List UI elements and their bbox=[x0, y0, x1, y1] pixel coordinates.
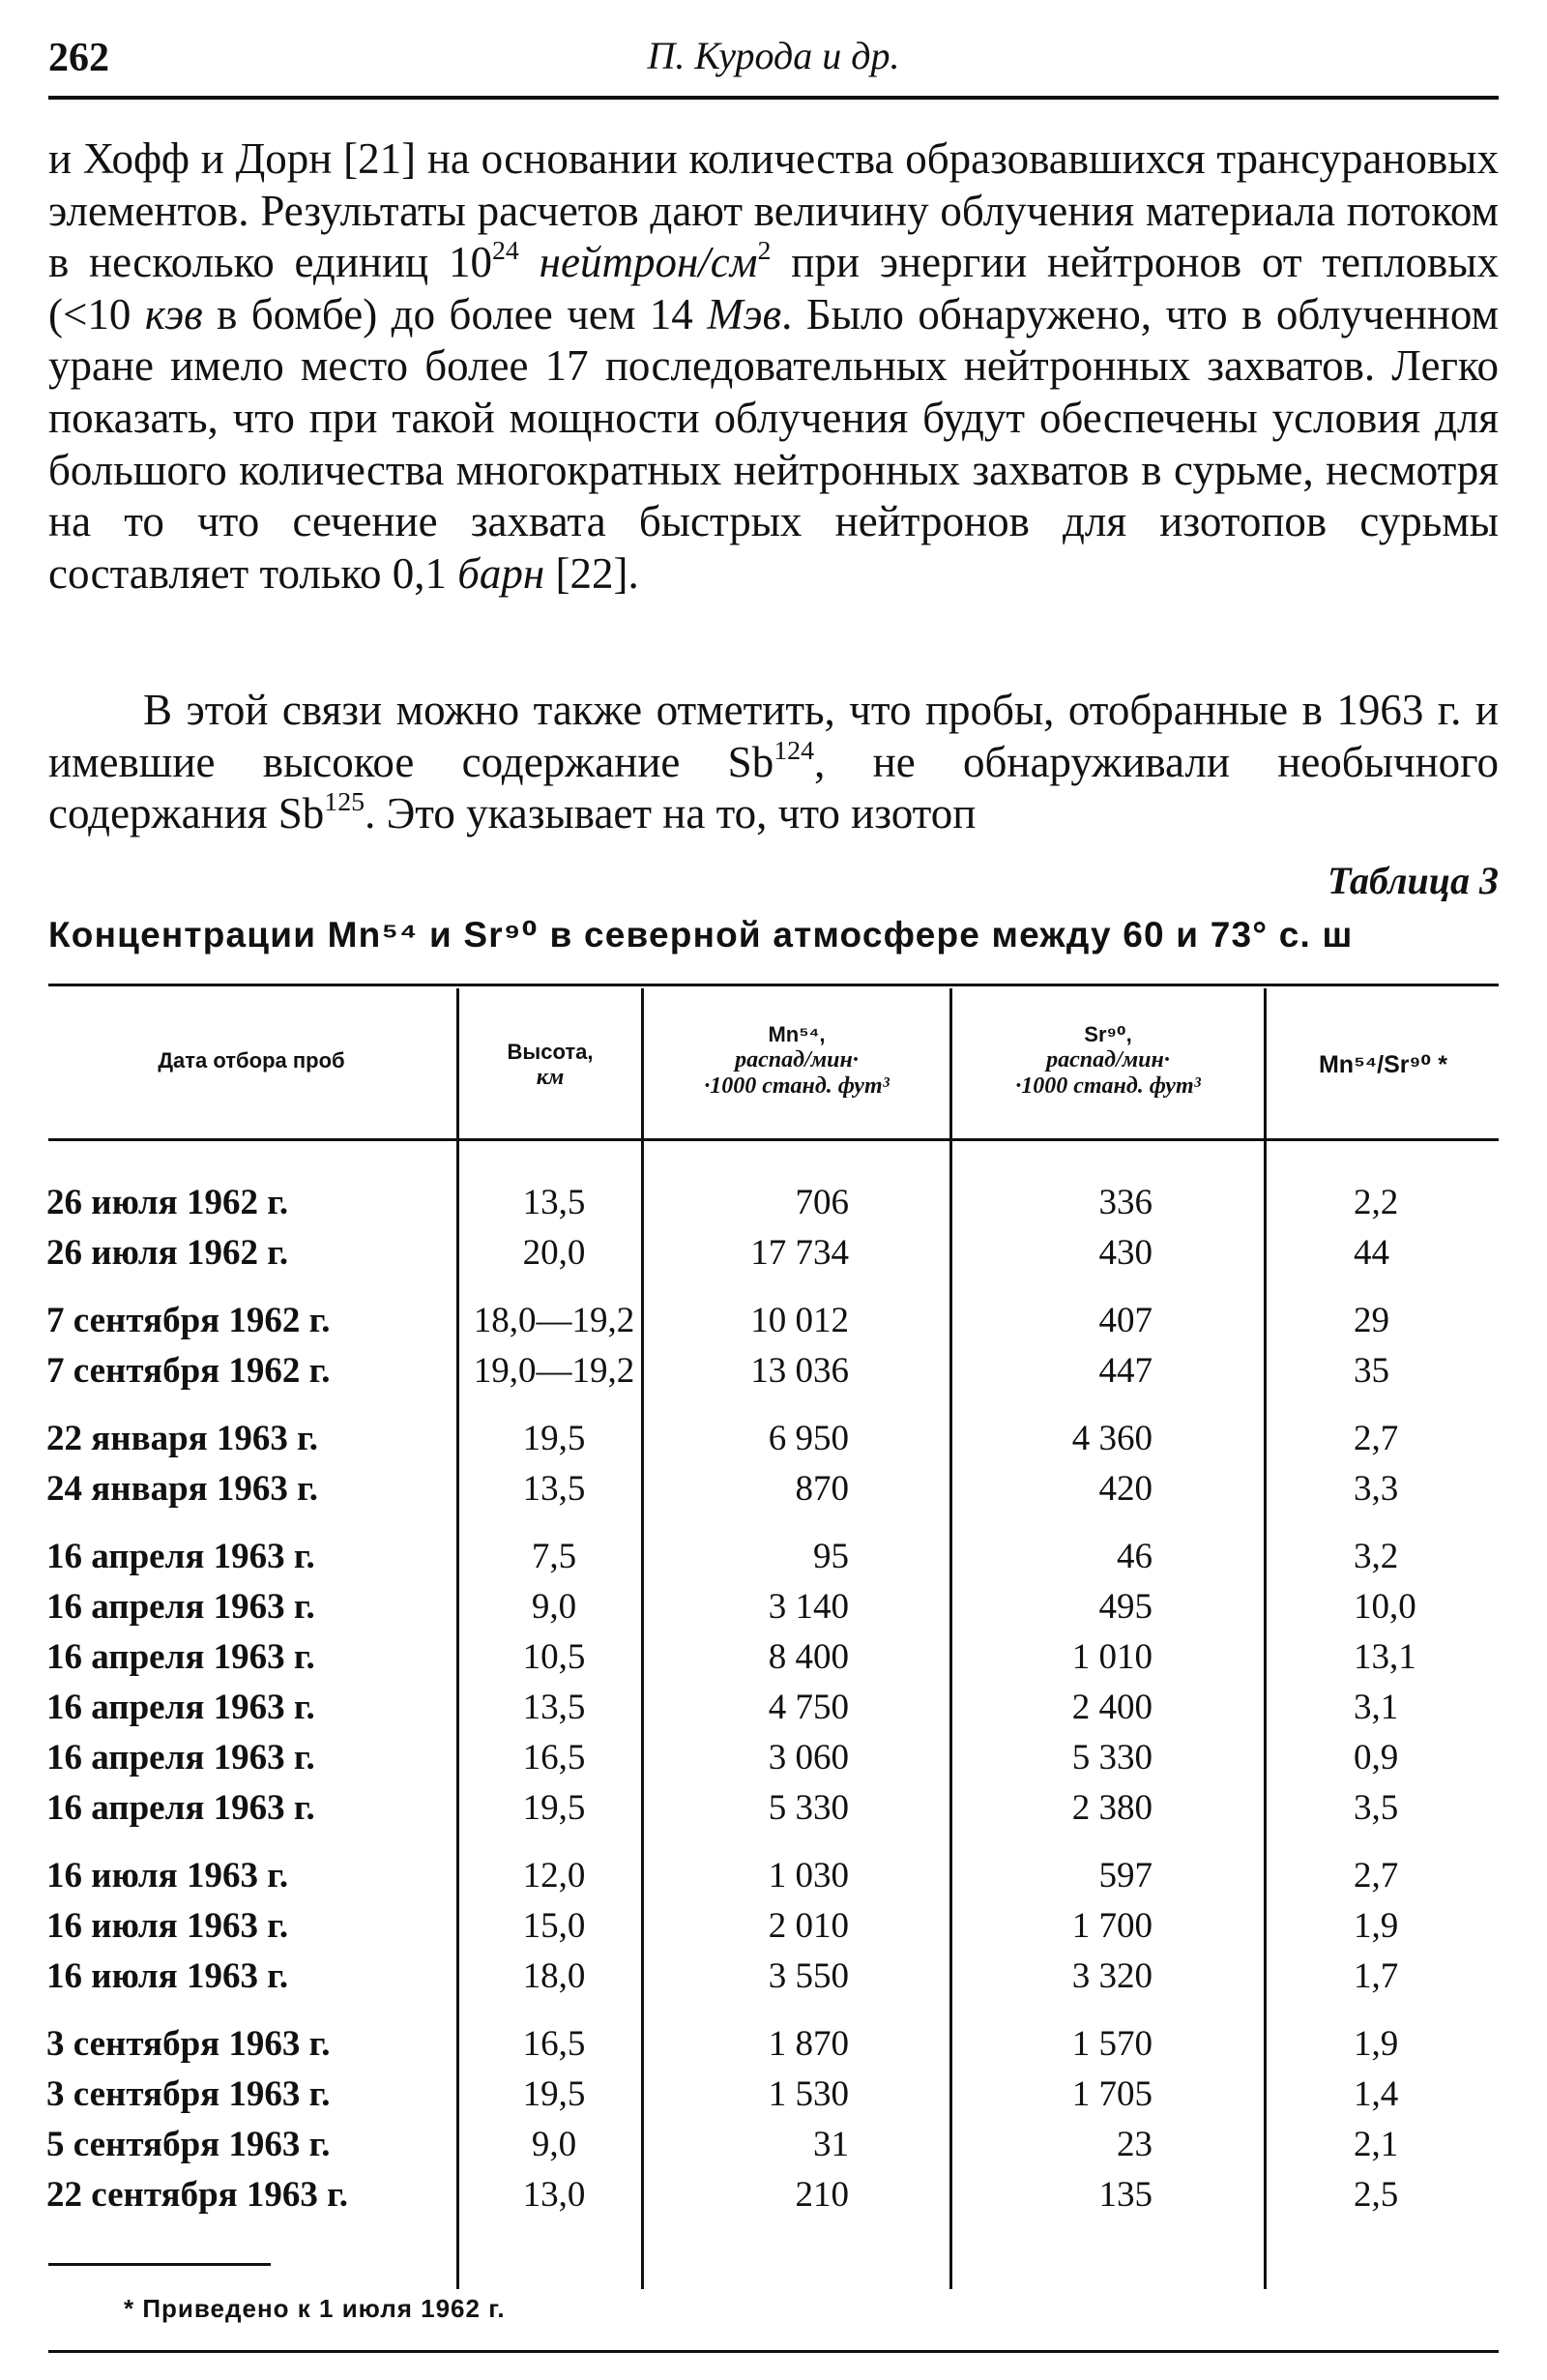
table-label: Таблица 3 bbox=[1328, 859, 1499, 902]
paragraph-1 bbox=[48, 133, 1499, 600]
cell-date: 16 апреля 1963 г. bbox=[46, 1587, 315, 1627]
header-height bbox=[460, 1039, 640, 1091]
running-header bbox=[48, 29, 1499, 87]
cell-sr90: 1 705 bbox=[1071, 2074, 1153, 2114]
cell-date: 16 апреля 1963 г. bbox=[46, 1537, 315, 1576]
running-title: П. Курода и др. bbox=[647, 34, 900, 77]
cell-mn54: 95 bbox=[813, 1537, 849, 1576]
cell-sr90: 5 330 bbox=[1071, 1738, 1153, 1778]
header-mn-label: Mn⁵⁴, bbox=[768, 1022, 826, 1046]
cell-mn54: 1 530 bbox=[768, 2074, 849, 2114]
table-row bbox=[0, 1855, 1547, 1903]
table-row bbox=[0, 1350, 1547, 1398]
cell-height: 16,5 bbox=[522, 1738, 586, 1778]
p2-text-1: В этой связи можно также отметить, что пробы, отобранные в 1963 г. и имевшие высокое содержание Sb bbox=[48, 686, 1499, 786]
cell-mn54: 10 012 bbox=[750, 1301, 849, 1340]
table-header-rule bbox=[48, 1138, 1499, 1141]
cell-ratio: 2,5 bbox=[1354, 2175, 1399, 2215]
cell-height: 15,0 bbox=[522, 1906, 586, 1946]
table-title: Концентрации Mn⁵⁴ и Sr⁹⁰ в северной атмосфере между 60 и 73° с. ш bbox=[48, 915, 1354, 955]
p1-text-4: . Было обнаружено, что в облученном уране имело место более 17 последовательных нейтронных захватов. Легко показать, что при такой мощности облучения будут обеспечены условия для большого количества многократных нейтронных захватов в сурьме, несмотря на то что сечение захвата быстрых нейтронов для изотопов сурьмы составляет только 0,1 bbox=[48, 289, 1500, 598]
cell-height: 9,0 bbox=[531, 2125, 577, 2164]
cell-sr90: 1 570 bbox=[1071, 2024, 1153, 2064]
cell-mn54: 6 950 bbox=[768, 1419, 849, 1458]
bottom-rule bbox=[48, 2350, 1499, 2353]
cell-date: 16 июля 1963 г. bbox=[46, 1856, 289, 1895]
cell-mn54: 870 bbox=[795, 1469, 849, 1509]
cell-sr90: 597 bbox=[1098, 1856, 1153, 1895]
cell-height: 19,0—19,2 bbox=[473, 1351, 635, 1391]
cell-ratio: 1,7 bbox=[1354, 1956, 1399, 1996]
p1-unit-mev: Мэв bbox=[707, 289, 782, 338]
cell-sr90: 447 bbox=[1098, 1351, 1153, 1391]
cell-ratio: 1,9 bbox=[1354, 1906, 1399, 1946]
cell-height: 18,0 bbox=[522, 1956, 586, 1996]
cell-sr90: 407 bbox=[1098, 1301, 1153, 1340]
cell-mn54: 3 550 bbox=[768, 1956, 849, 1996]
cell-date: 16 апреля 1963 г. bbox=[46, 1688, 315, 1727]
cell-sr90: 495 bbox=[1098, 1587, 1153, 1627]
header-sr-label: Sr⁹⁰, bbox=[1084, 1022, 1132, 1046]
table-row bbox=[0, 1468, 1547, 1516]
cell-sr90: 2 380 bbox=[1071, 1788, 1153, 1828]
cell-height: 13,5 bbox=[522, 1469, 586, 1509]
cell-height: 16,5 bbox=[522, 2024, 586, 2064]
cell-height: 7,5 bbox=[531, 1537, 577, 1576]
header-sr-unit-1: распад/мин· bbox=[1046, 1047, 1170, 1072]
cell-mn54: 17 734 bbox=[750, 1233, 849, 1273]
cell-height: 20,0 bbox=[522, 1233, 586, 1273]
p1-text-5: [22]. bbox=[544, 548, 639, 598]
table-row bbox=[0, 1536, 1547, 1584]
cell-mn54: 13 036 bbox=[750, 1351, 849, 1391]
cell-mn54: 5 330 bbox=[768, 1788, 849, 1828]
p1-unit-kev: кэв bbox=[144, 289, 203, 338]
p1-text-3: в бомбе) до более чем 14 bbox=[202, 289, 708, 338]
p2-text-3: . Это указывает на то, что изотоп bbox=[365, 789, 977, 838]
table-row bbox=[0, 1232, 1547, 1280]
cell-mn54: 2 010 bbox=[768, 1906, 849, 1946]
cell-date: 16 июля 1963 г. bbox=[46, 1906, 289, 1946]
cell-ratio: 2,7 bbox=[1354, 1856, 1399, 1895]
cell-sr90: 430 bbox=[1098, 1233, 1153, 1273]
cell-sr90: 135 bbox=[1098, 2175, 1153, 2215]
cell-ratio: 10,0 bbox=[1354, 1587, 1416, 1627]
footnote: * Приведено к 1 июля 1962 г. bbox=[124, 2294, 506, 2323]
cell-sr90: 23 bbox=[1117, 2125, 1153, 2164]
table-row bbox=[0, 2073, 1547, 2122]
cell-height: 12,0 bbox=[522, 1856, 586, 1895]
p1-unit-flux: нейтрон/см bbox=[539, 238, 758, 287]
cell-height: 19,5 bbox=[522, 1788, 586, 1828]
paragraph-2 bbox=[48, 685, 1499, 840]
table-row bbox=[0, 2174, 1547, 2222]
cell-ratio: 3,2 bbox=[1354, 1537, 1399, 1576]
header-sr-unit-2: ·1000 станд. фут³ bbox=[1015, 1073, 1201, 1099]
cell-height: 19,5 bbox=[522, 2074, 586, 2114]
cell-height: 18,0—19,2 bbox=[473, 1301, 635, 1340]
cell-height: 19,5 bbox=[522, 1419, 586, 1458]
cell-ratio: 1,4 bbox=[1354, 2074, 1399, 2114]
cell-date: 3 сентября 1963 г. bbox=[46, 2024, 331, 2064]
cell-sr90: 2 400 bbox=[1071, 1688, 1153, 1727]
cell-mn54: 210 bbox=[795, 2175, 849, 2215]
cell-height: 13,5 bbox=[522, 1688, 586, 1727]
table-row bbox=[0, 1418, 1547, 1466]
p1-sup-2: 2 bbox=[757, 236, 772, 267]
cell-ratio: 13,1 bbox=[1354, 1637, 1416, 1677]
cell-height: 13,5 bbox=[522, 1183, 586, 1222]
cell-height: 9,0 bbox=[531, 1587, 577, 1627]
cell-date: 7 сентября 1962 г. bbox=[46, 1351, 331, 1391]
header-mn-unit-1: распад/мин· bbox=[735, 1047, 859, 1072]
cell-mn54: 706 bbox=[795, 1183, 849, 1222]
cell-date: 22 сентября 1963 г. bbox=[46, 2175, 349, 2215]
cell-height: 13,0 bbox=[522, 2175, 586, 2215]
cell-date: 22 января 1963 г. bbox=[46, 1419, 319, 1458]
p1-text-1: и Хофф и Дорн [21] на основании количества образовавшихся трансурановых элементов. Результаты расчетов дают величину облучения материала потоком в несколько единиц 10 bbox=[48, 134, 1499, 287]
header-height-label: Высота, bbox=[507, 1040, 594, 1064]
cell-date: 16 апреля 1963 г. bbox=[46, 1788, 315, 1828]
table-row bbox=[0, 1300, 1547, 1348]
cell-date: 24 января 1963 г. bbox=[46, 1469, 319, 1509]
cell-height: 10,5 bbox=[522, 1637, 586, 1677]
table-row bbox=[0, 2023, 1547, 2071]
cell-mn54: 1 030 bbox=[768, 1856, 849, 1895]
cell-sr90: 46 bbox=[1117, 1537, 1153, 1576]
table-top-rule bbox=[48, 984, 1499, 986]
cell-mn54: 31 bbox=[813, 2125, 849, 2164]
p1-text-2: при энергии нейтронов от тепловых (<10 bbox=[48, 238, 1500, 338]
table-row bbox=[0, 1687, 1547, 1735]
cell-ratio: 2,1 bbox=[1354, 2125, 1399, 2164]
header-sr90 bbox=[953, 1021, 1263, 1100]
cell-date: 7 сентября 1962 г. bbox=[46, 1301, 331, 1340]
table-row bbox=[0, 1636, 1547, 1685]
table-row bbox=[0, 1586, 1547, 1634]
cell-date: 16 апреля 1963 г. bbox=[46, 1738, 315, 1778]
cell-sr90: 420 bbox=[1098, 1469, 1153, 1509]
cell-date: 26 июля 1962 г. bbox=[46, 1233, 289, 1273]
cell-date: 16 апреля 1963 г. bbox=[46, 1637, 315, 1677]
cell-ratio: 3,1 bbox=[1354, 1688, 1399, 1727]
cell-ratio: 35 bbox=[1354, 1351, 1389, 1391]
page-number: 262 bbox=[48, 36, 109, 80]
cell-mn54: 8 400 bbox=[768, 1637, 849, 1677]
header-height-unit: км bbox=[536, 1065, 565, 1090]
cell-ratio: 1,9 bbox=[1354, 2024, 1399, 2064]
p1-unit-barn: барн bbox=[457, 548, 545, 598]
cell-sr90: 1 010 bbox=[1071, 1637, 1153, 1677]
cell-mn54: 3 140 bbox=[768, 1587, 849, 1627]
header-date: Дата отбора проб bbox=[158, 1048, 345, 1072]
cell-ratio: 2,2 bbox=[1354, 1183, 1399, 1222]
cell-ratio: 3,3 bbox=[1354, 1469, 1399, 1509]
p2-sup-2: 125 bbox=[324, 787, 365, 818]
header-ratio: Mn⁵⁴/Sr⁹⁰ * bbox=[1318, 1051, 1448, 1078]
table-row bbox=[0, 1955, 1547, 2004]
header-mn-unit-2: ·1000 станд. фут³ bbox=[704, 1073, 890, 1099]
table-row bbox=[0, 1905, 1547, 1954]
cell-ratio: 29 bbox=[1354, 1301, 1389, 1340]
cell-sr90: 1 700 bbox=[1071, 1906, 1153, 1946]
cell-ratio: 3,5 bbox=[1354, 1788, 1399, 1828]
table-row bbox=[0, 1182, 1547, 1230]
cell-ratio: 2,7 bbox=[1354, 1419, 1399, 1458]
cell-sr90: 3 320 bbox=[1071, 1956, 1153, 1996]
cell-sr90: 4 360 bbox=[1071, 1419, 1153, 1458]
table-row bbox=[0, 2124, 1547, 2172]
cell-mn54: 3 060 bbox=[768, 1738, 849, 1778]
header-rule bbox=[48, 96, 1499, 100]
cell-ratio: 0,9 bbox=[1354, 1738, 1399, 1778]
cell-ratio: 44 bbox=[1354, 1233, 1389, 1273]
p2-text-2: , не обнаруживали необычного содержания Sb bbox=[48, 737, 1499, 838]
cell-date: 3 сентября 1963 г. bbox=[46, 2074, 331, 2114]
cell-sr90: 336 bbox=[1098, 1183, 1153, 1222]
p1-sup-1: 24 bbox=[491, 236, 519, 267]
header-mn54 bbox=[645, 1021, 949, 1100]
cell-date: 16 июля 1963 г. bbox=[46, 1956, 289, 1996]
cell-date: 26 июля 1962 г. bbox=[46, 1183, 289, 1222]
cell-mn54: 1 870 bbox=[768, 2024, 849, 2064]
table-row bbox=[0, 1737, 1547, 1785]
cell-mn54: 4 750 bbox=[768, 1688, 849, 1727]
p2-sup-1: 124 bbox=[774, 735, 815, 766]
table-row bbox=[0, 1787, 1547, 1836]
footnote-rule bbox=[48, 2263, 271, 2266]
cell-date: 5 сентября 1963 г. bbox=[46, 2125, 331, 2164]
